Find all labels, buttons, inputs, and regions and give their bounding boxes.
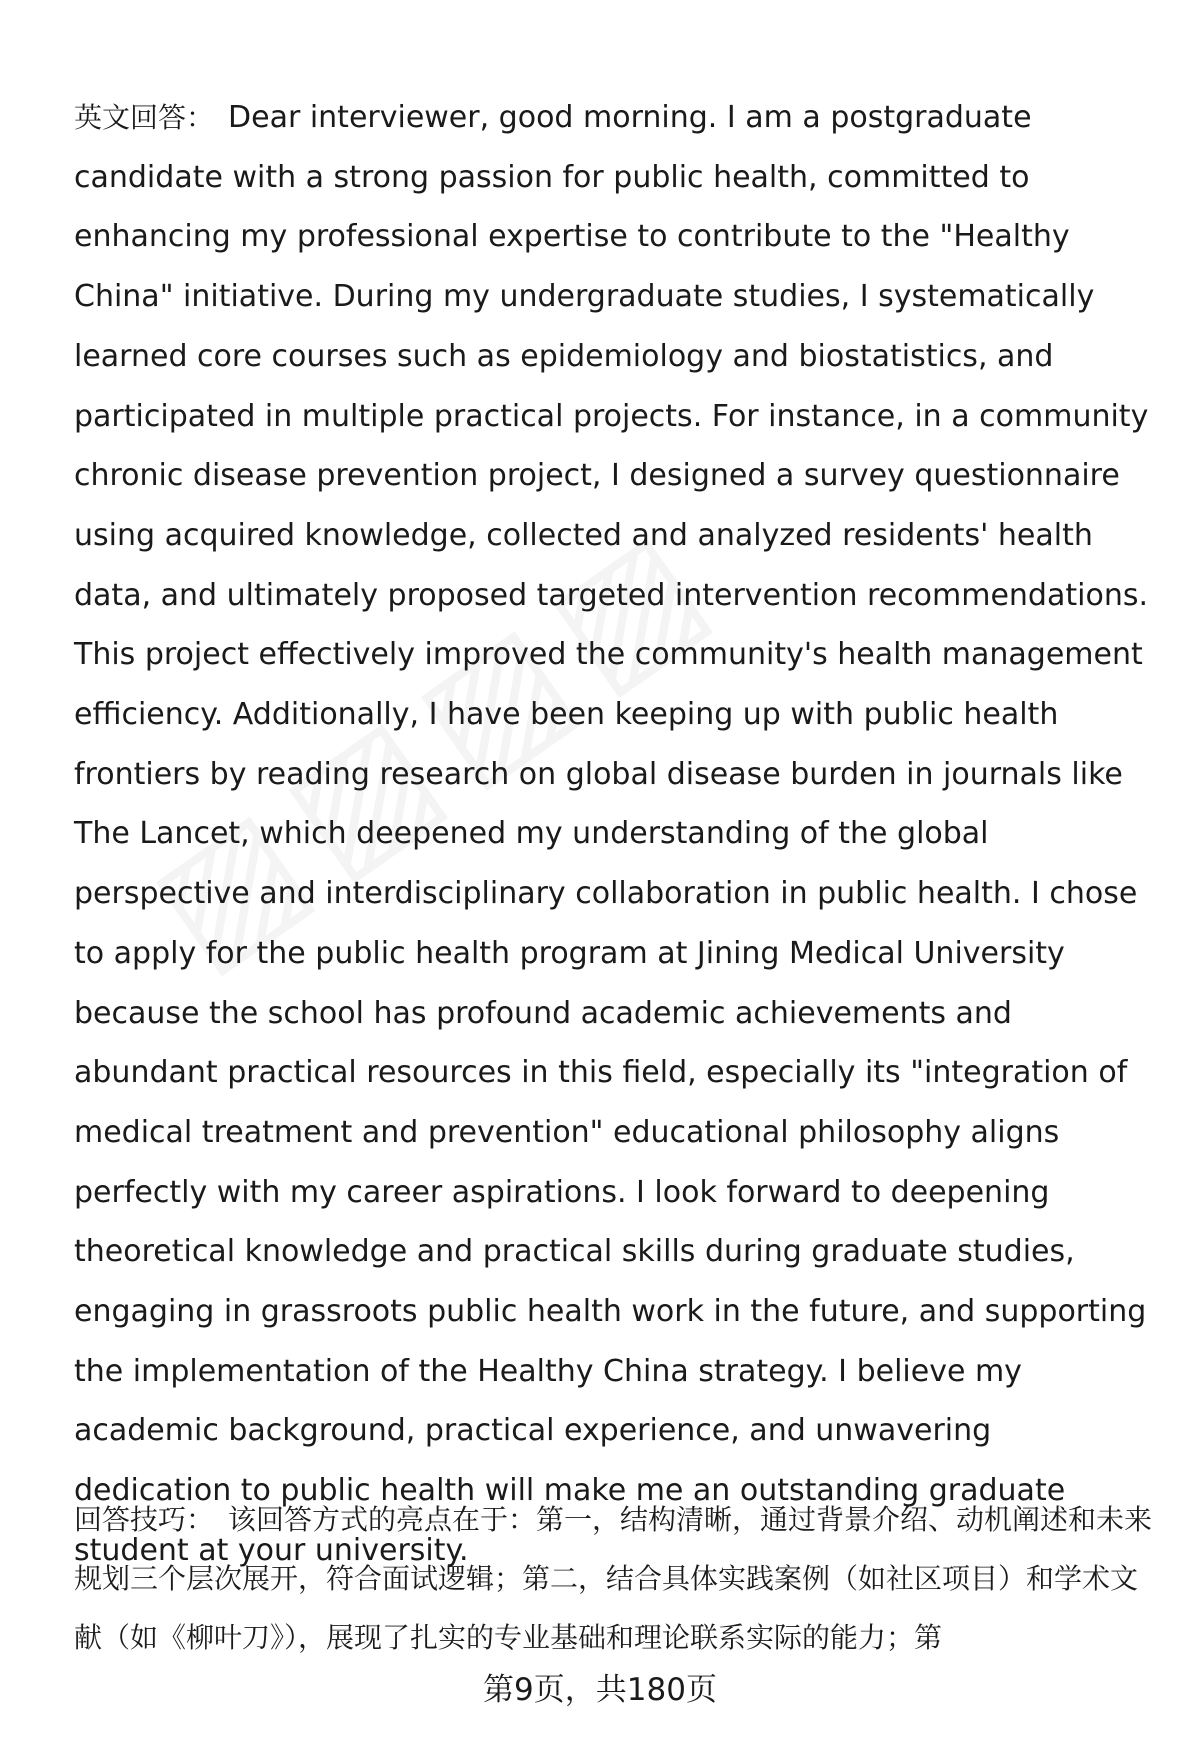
answer-tips-text: 该回答方式的亮点在于：第一，结构清晰，通过背景介绍、动机阐述和未来规划三个层次展开，符合面试逻辑；第二，结合具体实践案例（如社区项目）和学术文献（如《柳叶刀》），展现了扎实的专业基础和理论联系实际的能力；第	[74, 1503, 1153, 1654]
answer-tips-label: 回答技巧：	[74, 1503, 215, 1536]
english-answer-paragraph	[74, 88, 1154, 1581]
page-number-footer: 第9页，共180页	[483, 1672, 717, 1708]
english-answer-label: 英文回答：	[74, 101, 215, 134]
answer-tips-paragraph	[74, 1490, 1154, 1667]
english-answer-text: Dear interviewer, good morning. I am a postgraduate candidate with a strong passion for public health, committed to enhancing my professional expertise to contribute to the "Healthy China" initiative. During my undergraduate studies, I systematically learned core courses such as epidemiology and biostatistics, and participated in multiple practical projects. For instance, in a community chronic disease prevention project, I designed a survey questionnaire using acquired knowledge, collected and analyzed residents' health data, and ultimately proposed targeted intervention recommendations. This project effectively improved the community's health management efficiency. Additionally, I have been keeping up with public health frontiers by reading research on global disease burden in journals like The Lancet, which deepened my understanding of the global perspective and interdisciplinary collaboration in public health. I chose to apply for the public health program at Jining Medical University because the school has profound academic achievements and abundant practical resources in this field, especially its "integration of medical treatment and prevention" educational philosophy aligns perfectly with my career aspirations. I look forward to deepening theoretical knowledge and practical skills during graduate studies, engaging in grassroots public health work in the future, and supporting the implementation of the Healthy China strategy. I believe my academic background, practical experience, and unwavering dedication to public health will make me an outstanding graduate student at your university.	[74, 100, 1149, 1568]
